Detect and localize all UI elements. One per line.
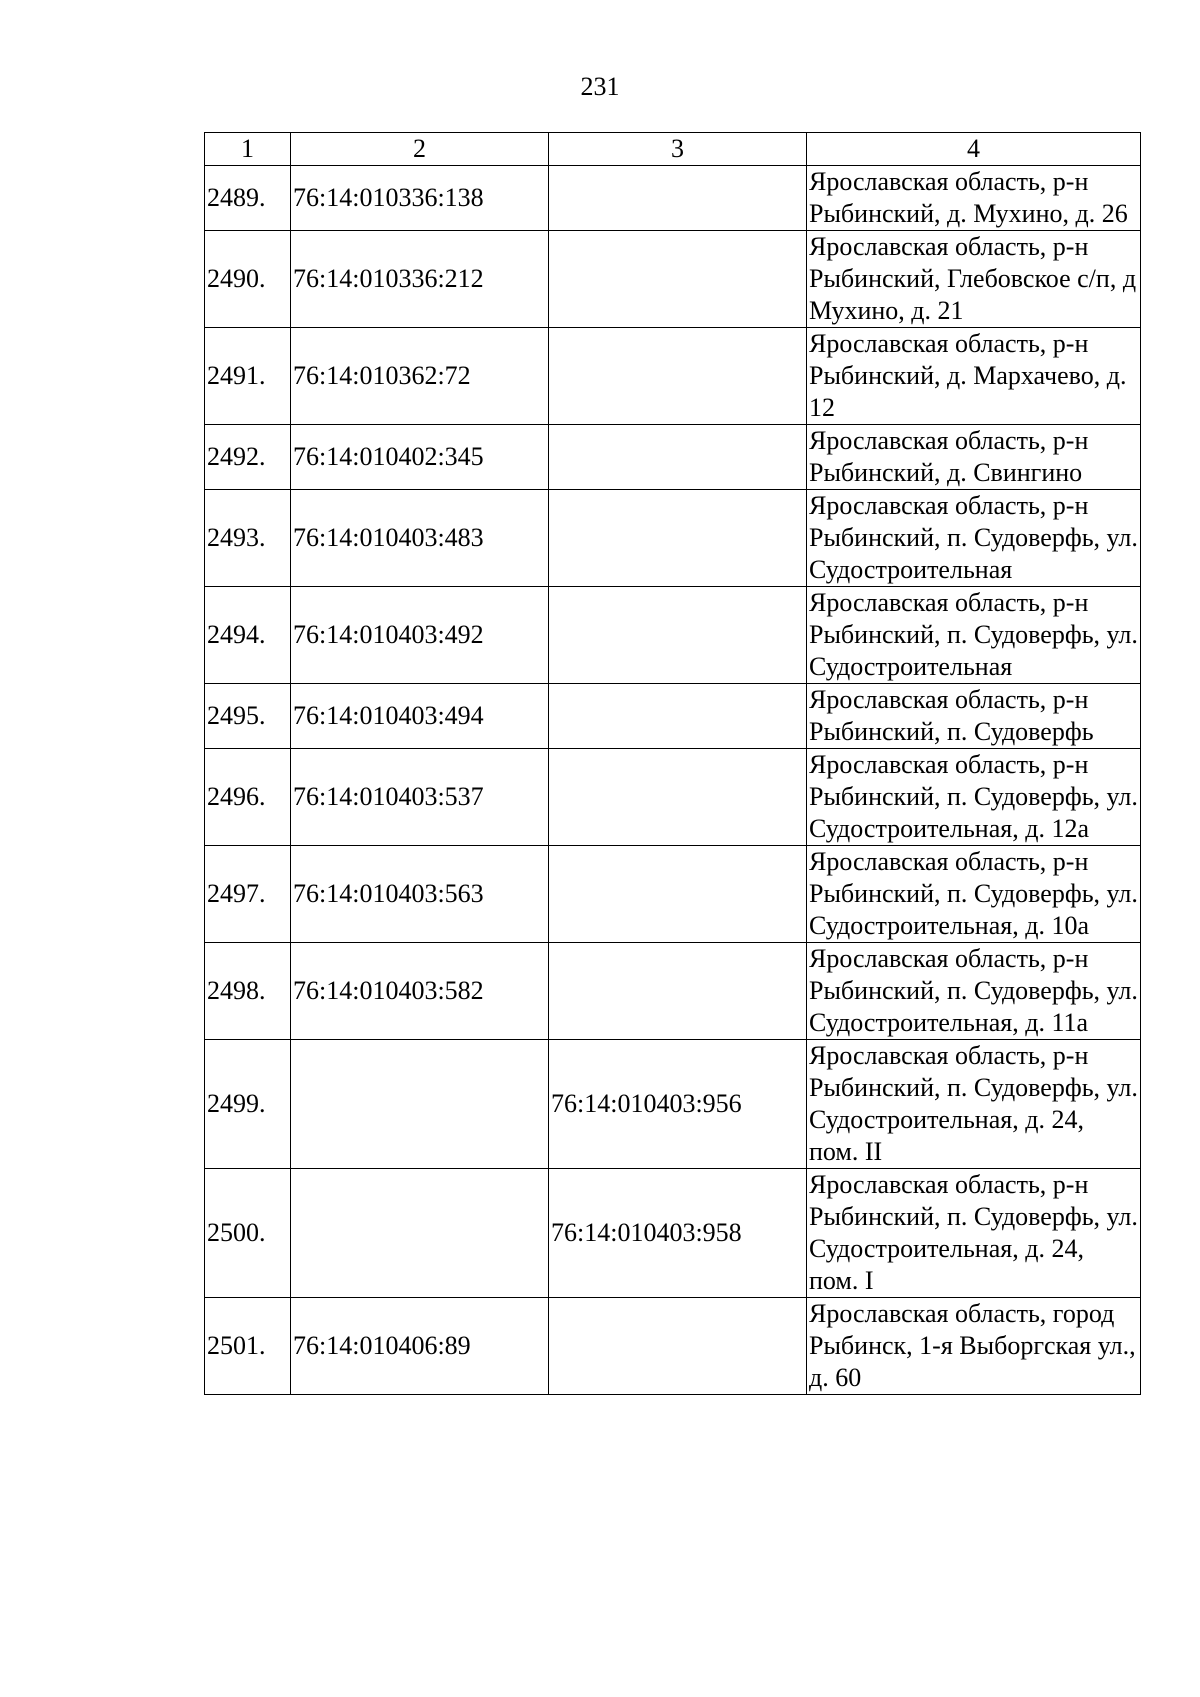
column-header-4: 4 (807, 133, 1141, 166)
row-number: 2490. (205, 231, 291, 328)
address: Ярославская область, р-н Рыбинский, д. Мархачево, д. 12 (807, 328, 1141, 425)
cadastral-number-premises (549, 490, 807, 587)
page-number: 231 (580, 72, 620, 101)
registry-table (204, 132, 1141, 1395)
table-row (205, 587, 1141, 684)
row-number: 2491. (205, 328, 291, 425)
cadastral-number-building: 76:14:010403:582 (291, 943, 549, 1040)
cadastral-number-building: 76:14:010362:72 (291, 328, 549, 425)
address: Ярославская область, р-н Рыбинский, п. Судоверфь, ул. Судостроительная, д. 10а (807, 846, 1141, 943)
column-header-2: 2 (291, 133, 549, 166)
row-number: 2501. (205, 1298, 291, 1395)
row-number: 2493. (205, 490, 291, 587)
table-row (205, 1040, 1141, 1169)
cadastral-number-building: 76:14:010402:345 (291, 425, 549, 490)
cadastral-number-premises (549, 749, 807, 846)
table-row (205, 166, 1141, 231)
address: Ярославская область, р-н Рыбинский, Глебовское с/п, д Мухино, д. 21 (807, 231, 1141, 328)
row-number: 2499. (205, 1040, 291, 1169)
row-number: 2489. (205, 166, 291, 231)
table-row (205, 231, 1141, 328)
column-header-3: 3 (549, 133, 807, 166)
cadastral-number-building: 76:14:010403:492 (291, 587, 549, 684)
row-number: 2496. (205, 749, 291, 846)
address: Ярославская область, р-н Рыбинский, п. Судоверфь, ул. Судостроительная, д. 24, пом. II (807, 1040, 1141, 1169)
row-number: 2492. (205, 425, 291, 490)
address: Ярославская область, р-н Рыбинский, п. Судоверфь, ул. Судостроительная (807, 490, 1141, 587)
table-row (205, 943, 1141, 1040)
row-number: 2494. (205, 587, 291, 684)
address: Ярославская область, р-н Рыбинский, д. Свингино (807, 425, 1141, 490)
cadastral-number-building: 76:14:010403:494 (291, 684, 549, 749)
cadastral-number-premises (549, 231, 807, 328)
table-row (205, 1298, 1141, 1395)
cadastral-number-premises (549, 684, 807, 749)
row-number: 2497. (205, 846, 291, 943)
table-row (205, 749, 1141, 846)
cadastral-number-premises (549, 846, 807, 943)
address: Ярославская область, р-н Рыбинский, п. Судоверфь, ул. Судостроительная, д. 11а (807, 943, 1141, 1040)
table-row (205, 490, 1141, 587)
table-row (205, 684, 1141, 749)
table-header-row (205, 133, 1141, 166)
row-number: 2500. (205, 1169, 291, 1298)
cadastral-number-premises (549, 425, 807, 490)
cadastral-number-premises (549, 166, 807, 231)
cadastral-number-building: 76:14:010336:212 (291, 231, 549, 328)
column-header-1: 1 (205, 133, 291, 166)
table-row (205, 846, 1141, 943)
cadastral-number-building: 76:14:010403:563 (291, 846, 549, 943)
table-row (205, 1169, 1141, 1298)
cadastral-number-premises (549, 1298, 807, 1395)
address: Ярославская область, р-н Рыбинский, п. Судоверфь, ул. Судостроительная (807, 587, 1141, 684)
address: Ярославская область, р-н Рыбинский, д. Мухино, д. 26 (807, 166, 1141, 231)
address: Ярославская область, р-н Рыбинский, п. Судоверфь, ул. Судостроительная, д. 24, пом. I (807, 1169, 1141, 1298)
table-row (205, 328, 1141, 425)
address: Ярославская область, город Рыбинск, 1-я Выборгская ул., д. 60 (807, 1298, 1141, 1395)
cadastral-number-building: 76:14:010403:537 (291, 749, 549, 846)
address: Ярославская область, р-н Рыбинский, п. Судоверфь (807, 684, 1141, 749)
cadastral-number-premises (549, 943, 807, 1040)
table-row (205, 425, 1141, 490)
cadastral-number-building: 76:14:010406:89 (291, 1298, 549, 1395)
cadastral-number-premises: 76:14:010403:958 (549, 1169, 807, 1298)
address: Ярославская область, р-н Рыбинский, п. Судоверфь, ул. Судостроительная, д. 12а (807, 749, 1141, 846)
cadastral-number-building: 76:14:010403:483 (291, 490, 549, 587)
cadastral-number-building: 76:14:010336:138 (291, 166, 549, 231)
cadastral-number-building (291, 1169, 549, 1298)
cadastral-number-premises (549, 587, 807, 684)
cadastral-number-building (291, 1040, 549, 1169)
cadastral-number-premises (549, 328, 807, 425)
row-number: 2498. (205, 943, 291, 1040)
cadastral-number-premises: 76:14:010403:956 (549, 1040, 807, 1169)
row-number: 2495. (205, 684, 291, 749)
